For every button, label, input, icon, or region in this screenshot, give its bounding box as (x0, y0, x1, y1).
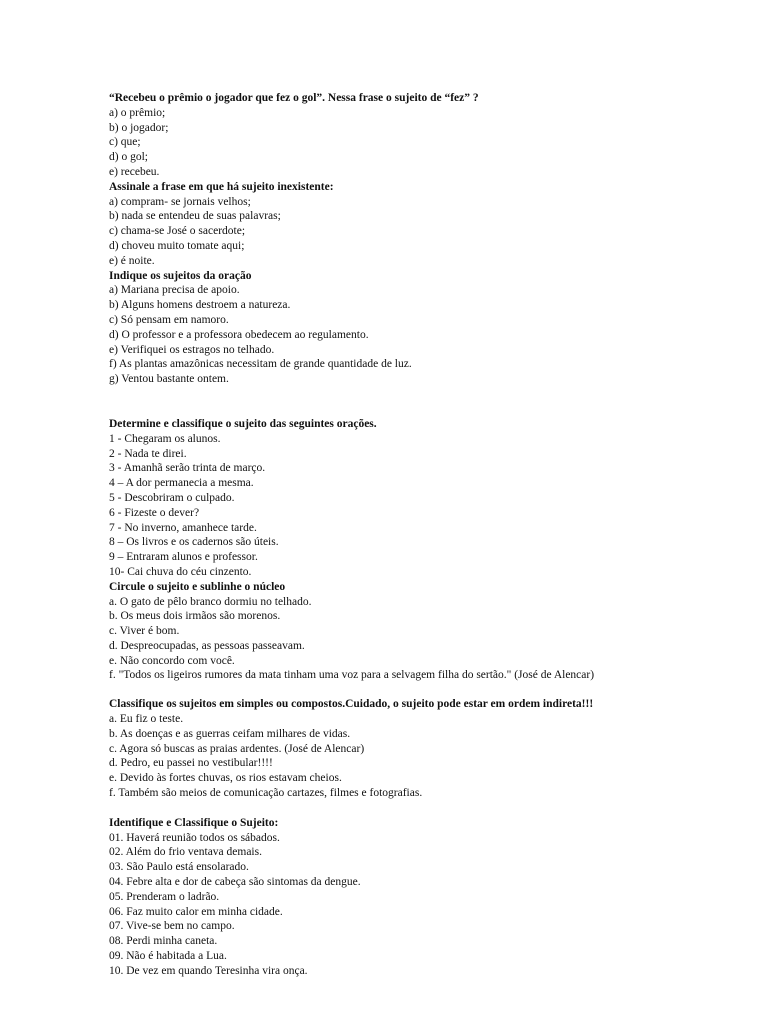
q4-item: 7 - No inverno, amanhece tarde. (109, 521, 257, 534)
q4-item: 4 – A dor permanecia a mesma. (109, 477, 254, 490)
q6-item: c. Agora só buscas as praias ardentes. (José de Alencar) (109, 742, 365, 755)
q4-item: 6 - Fizeste o dever? (109, 506, 200, 519)
question-6-title: Classifique os sujeitos em simples ou compostos.Cuidado, o sujeito pode estar em ordem indireta!!! (109, 698, 594, 711)
q4-item: 1 - Chegaram os alunos. (109, 432, 221, 445)
q7-item: 08. Perdi minha caneta. (109, 935, 218, 948)
question-4-title: Determine e classifique o sujeito das seguintes orações. (109, 417, 377, 430)
q5-item: b. Os meus dois irmãos são morenos. (109, 610, 281, 623)
q3-item: d) O professor e a professora obedecem ao regulamento. (109, 328, 369, 341)
q5-item: d. Despreocupadas, as pessoas passeavam. (109, 639, 305, 652)
q4-item: 8 – Os livros e os cadernos são úteis. (109, 536, 279, 549)
q5-item: f. "Todos os ligeiros rumores da mata tinham uma voz para a selvagem filha do sertão." (José de Alencar) (109, 669, 595, 682)
q4-item: 9 – Entraram alunos e professor. (109, 551, 258, 564)
q3-item: e) Verifiquei os estragos no telhado. (109, 343, 275, 356)
q1-option: a) o prêmio; (109, 106, 166, 119)
q2-option: d) choveu muito tomate aqui; (109, 239, 245, 252)
q3-item: b) Alguns homens destroem a natureza. (109, 299, 291, 312)
q2-option: c) chama-se José o sacerdote; (109, 225, 246, 238)
q6-item: b. As doenças e as guerras ceifam milhares de vidas. (109, 727, 351, 740)
q3-item: c) Só pensam em namoro. (109, 313, 229, 326)
q7-item: 01. Haverá reunião todos os sábados. (109, 831, 280, 844)
q3-item: g) Ventou bastante ontem. (109, 373, 229, 386)
q1-option: b) o jogador; (109, 121, 169, 134)
q6-item: d. Pedro, eu passei no vestibular!!!! (109, 757, 273, 770)
spacer (109, 801, 759, 816)
q4-item: 5 - Descobriram o culpado. (109, 491, 235, 504)
q2-option: b) nada se entendeu de suas palavras; (109, 210, 281, 223)
q4-item: 10- Cai chuva do céu cinzento. (109, 565, 252, 578)
q2-option: a) compram- se jornais velhos; (109, 195, 251, 208)
q5-item: a. O gato de pêlo branco dormiu no telhado. (109, 595, 312, 608)
q1-option: d) o gol; (109, 151, 148, 164)
q6-item: e. Devido às fortes chuvas, os rios estavam cheios. (109, 772, 342, 785)
question-5-title: Circule o sujeito e sublinhe o núcleo (109, 580, 286, 593)
question-3-title: Indique os sujeitos da oração (109, 269, 252, 282)
question-7-title: Identifique e Classifique o Sujeito: (109, 816, 279, 829)
q7-item: 09. Não é habitada a Lua. (109, 950, 227, 963)
q7-item: 04. Febre alta e dor de cabeça são sintomas da dengue. (109, 876, 361, 889)
q2-option: e) é noite. (109, 254, 155, 267)
q3-item: f) As plantas amazônicas necessitam de grande quantidade de luz. (109, 358, 412, 371)
q7-item: 03. São Paulo está ensolarado. (109, 861, 249, 874)
q3-item: a) Mariana precisa de apoio. (109, 284, 240, 297)
q5-item: c. Viver é bom. (109, 625, 180, 638)
q1-option: c) que; (109, 136, 141, 149)
q4-item: 2 - Nada te direi. (109, 447, 187, 460)
q7-item: 10. De vez em quando Teresinha vira onça. (109, 964, 308, 977)
q6-item: a. Eu fiz o teste. (109, 713, 184, 726)
worksheet (109, 91, 759, 979)
question-2-title: Assinale a frase em que há sujeito inexistente: (109, 180, 334, 193)
q5-item: e. Não concordo com você. (109, 654, 235, 667)
spacer (109, 683, 759, 697)
q1-option: e) recebeu. (109, 165, 160, 178)
q4-item: 3 - Amanhã serão trinta de março. (109, 462, 266, 475)
question-1-title: “Recebeu o prêmio o jogador que fez o gol”. Nessa frase o sujeito de “fez” ? (109, 92, 479, 104)
spacer (109, 387, 759, 417)
q6-item: f. Também são meios de comunicação cartazes, filmes e fotografias. (109, 787, 423, 800)
q7-item: 02. Além do frio ventava demais. (109, 846, 262, 859)
q7-item: 06. Faz muito calor em minha cidade. (109, 905, 283, 918)
q7-item: 05. Prenderam o ladrão. (109, 890, 220, 903)
q7-item: 07. Vive-se bem no campo. (109, 920, 235, 933)
